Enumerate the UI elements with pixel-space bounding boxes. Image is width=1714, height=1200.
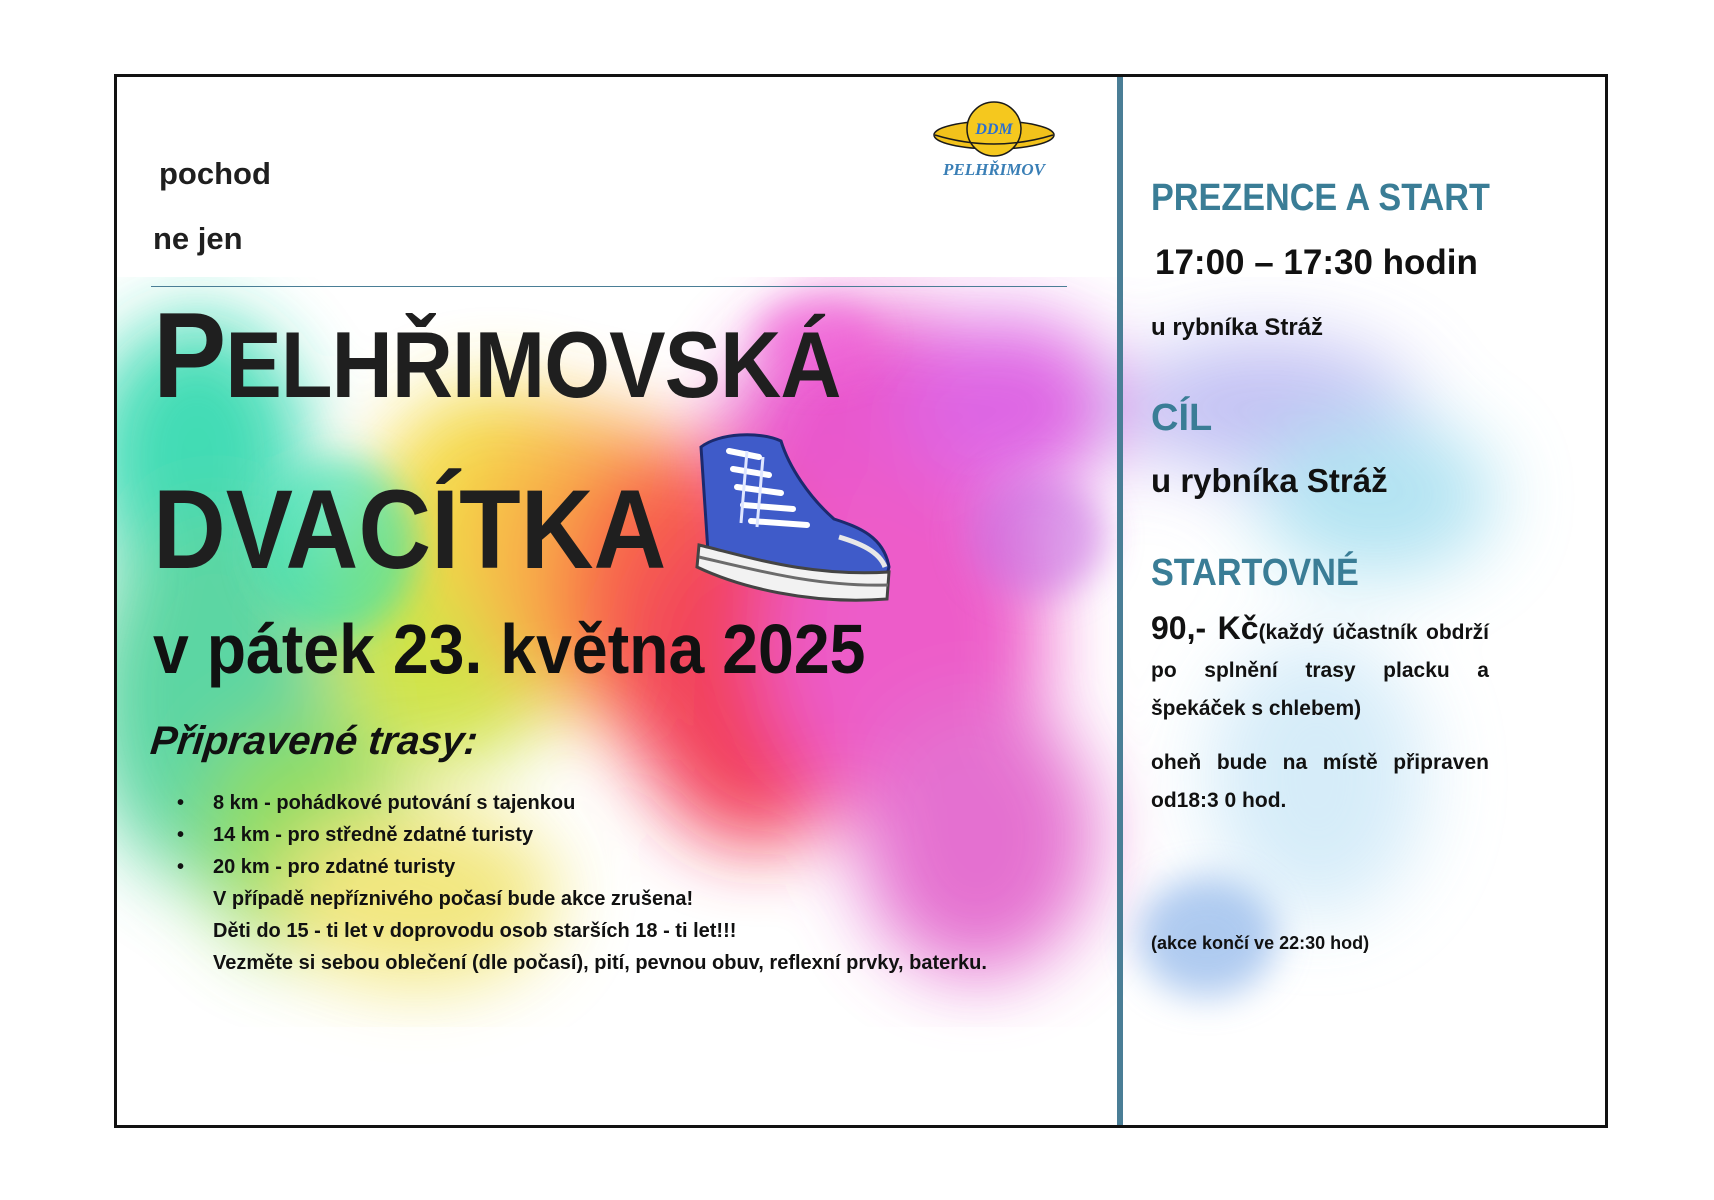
poster-frame <box>114 74 1608 1128</box>
ddm-logo <box>932 97 1072 183</box>
main-title-line-2: DVACÍTKA <box>153 467 667 592</box>
note-equipment: Vezměte si sebou oblečení (dle počasí), pití, pevnou obuv, reflexní prvky, baterku. <box>213 952 987 974</box>
bullet-icon: • <box>177 856 185 878</box>
note-weather: V případě nepříznivého počasí bude akce zrušena! <box>213 888 694 910</box>
route-item-text: 14 km - pro středně zdatné turisty <box>213 824 534 846</box>
bullet-icon: • <box>177 824 185 846</box>
logo-text-ddm: DDM <box>975 121 1013 138</box>
finish-place: u rybníka Stráž <box>1151 462 1388 499</box>
route-item <box>177 819 987 851</box>
start-heading: PREZENCE A START <box>1151 177 1490 219</box>
title-initial: P <box>153 287 226 423</box>
intro-line-1: pochod <box>159 156 271 191</box>
fee-heading: STARTOVNÉ <box>1151 552 1359 594</box>
column-divider <box>1117 77 1123 1128</box>
sneaker-icon <box>689 427 899 607</box>
route-item-text: 20 km - pro zdatné turisty <box>213 856 456 878</box>
logo-text-city: PELHŘIMOV <box>942 160 1046 179</box>
event-date: v pátek 23. května 2025 <box>153 610 866 688</box>
event-end-note: (akce končí ve 22:30 hod) <box>1151 933 1370 953</box>
fee-amount: 90,- Kč <box>1151 610 1259 646</box>
bullet-icon: • <box>177 792 185 814</box>
title-rest: ELHŘIMOVSKÁ <box>225 312 841 417</box>
intro-line-2: ne jen <box>153 221 243 256</box>
routes-heading: Připravené trasy: <box>148 719 480 763</box>
route-item <box>177 787 987 819</box>
finish-heading: CÍL <box>1151 397 1213 439</box>
start-place: u rybníka Stráž <box>1151 314 1324 341</box>
route-item-text: 8 km - pohádkové putování s tajenkou <box>213 792 576 814</box>
start-time: 17:00 – 17:30 hodin <box>1155 243 1478 282</box>
campfire-note: oheň bude na místě připraven od18:3 0 hod. <box>1151 751 1489 812</box>
note-children: Děti do 15 - ti let v doprovodu osob starších 18 - ti let!!! <box>213 920 737 942</box>
fee-note: (každý účastník obdrží po splnění trasy placku a špekáček s chlebem) <box>1151 621 1490 720</box>
main-title-line-1 <box>153 285 841 425</box>
route-item <box>177 851 987 883</box>
routes-list <box>177 787 987 979</box>
fee-block <box>1151 609 1489 728</box>
